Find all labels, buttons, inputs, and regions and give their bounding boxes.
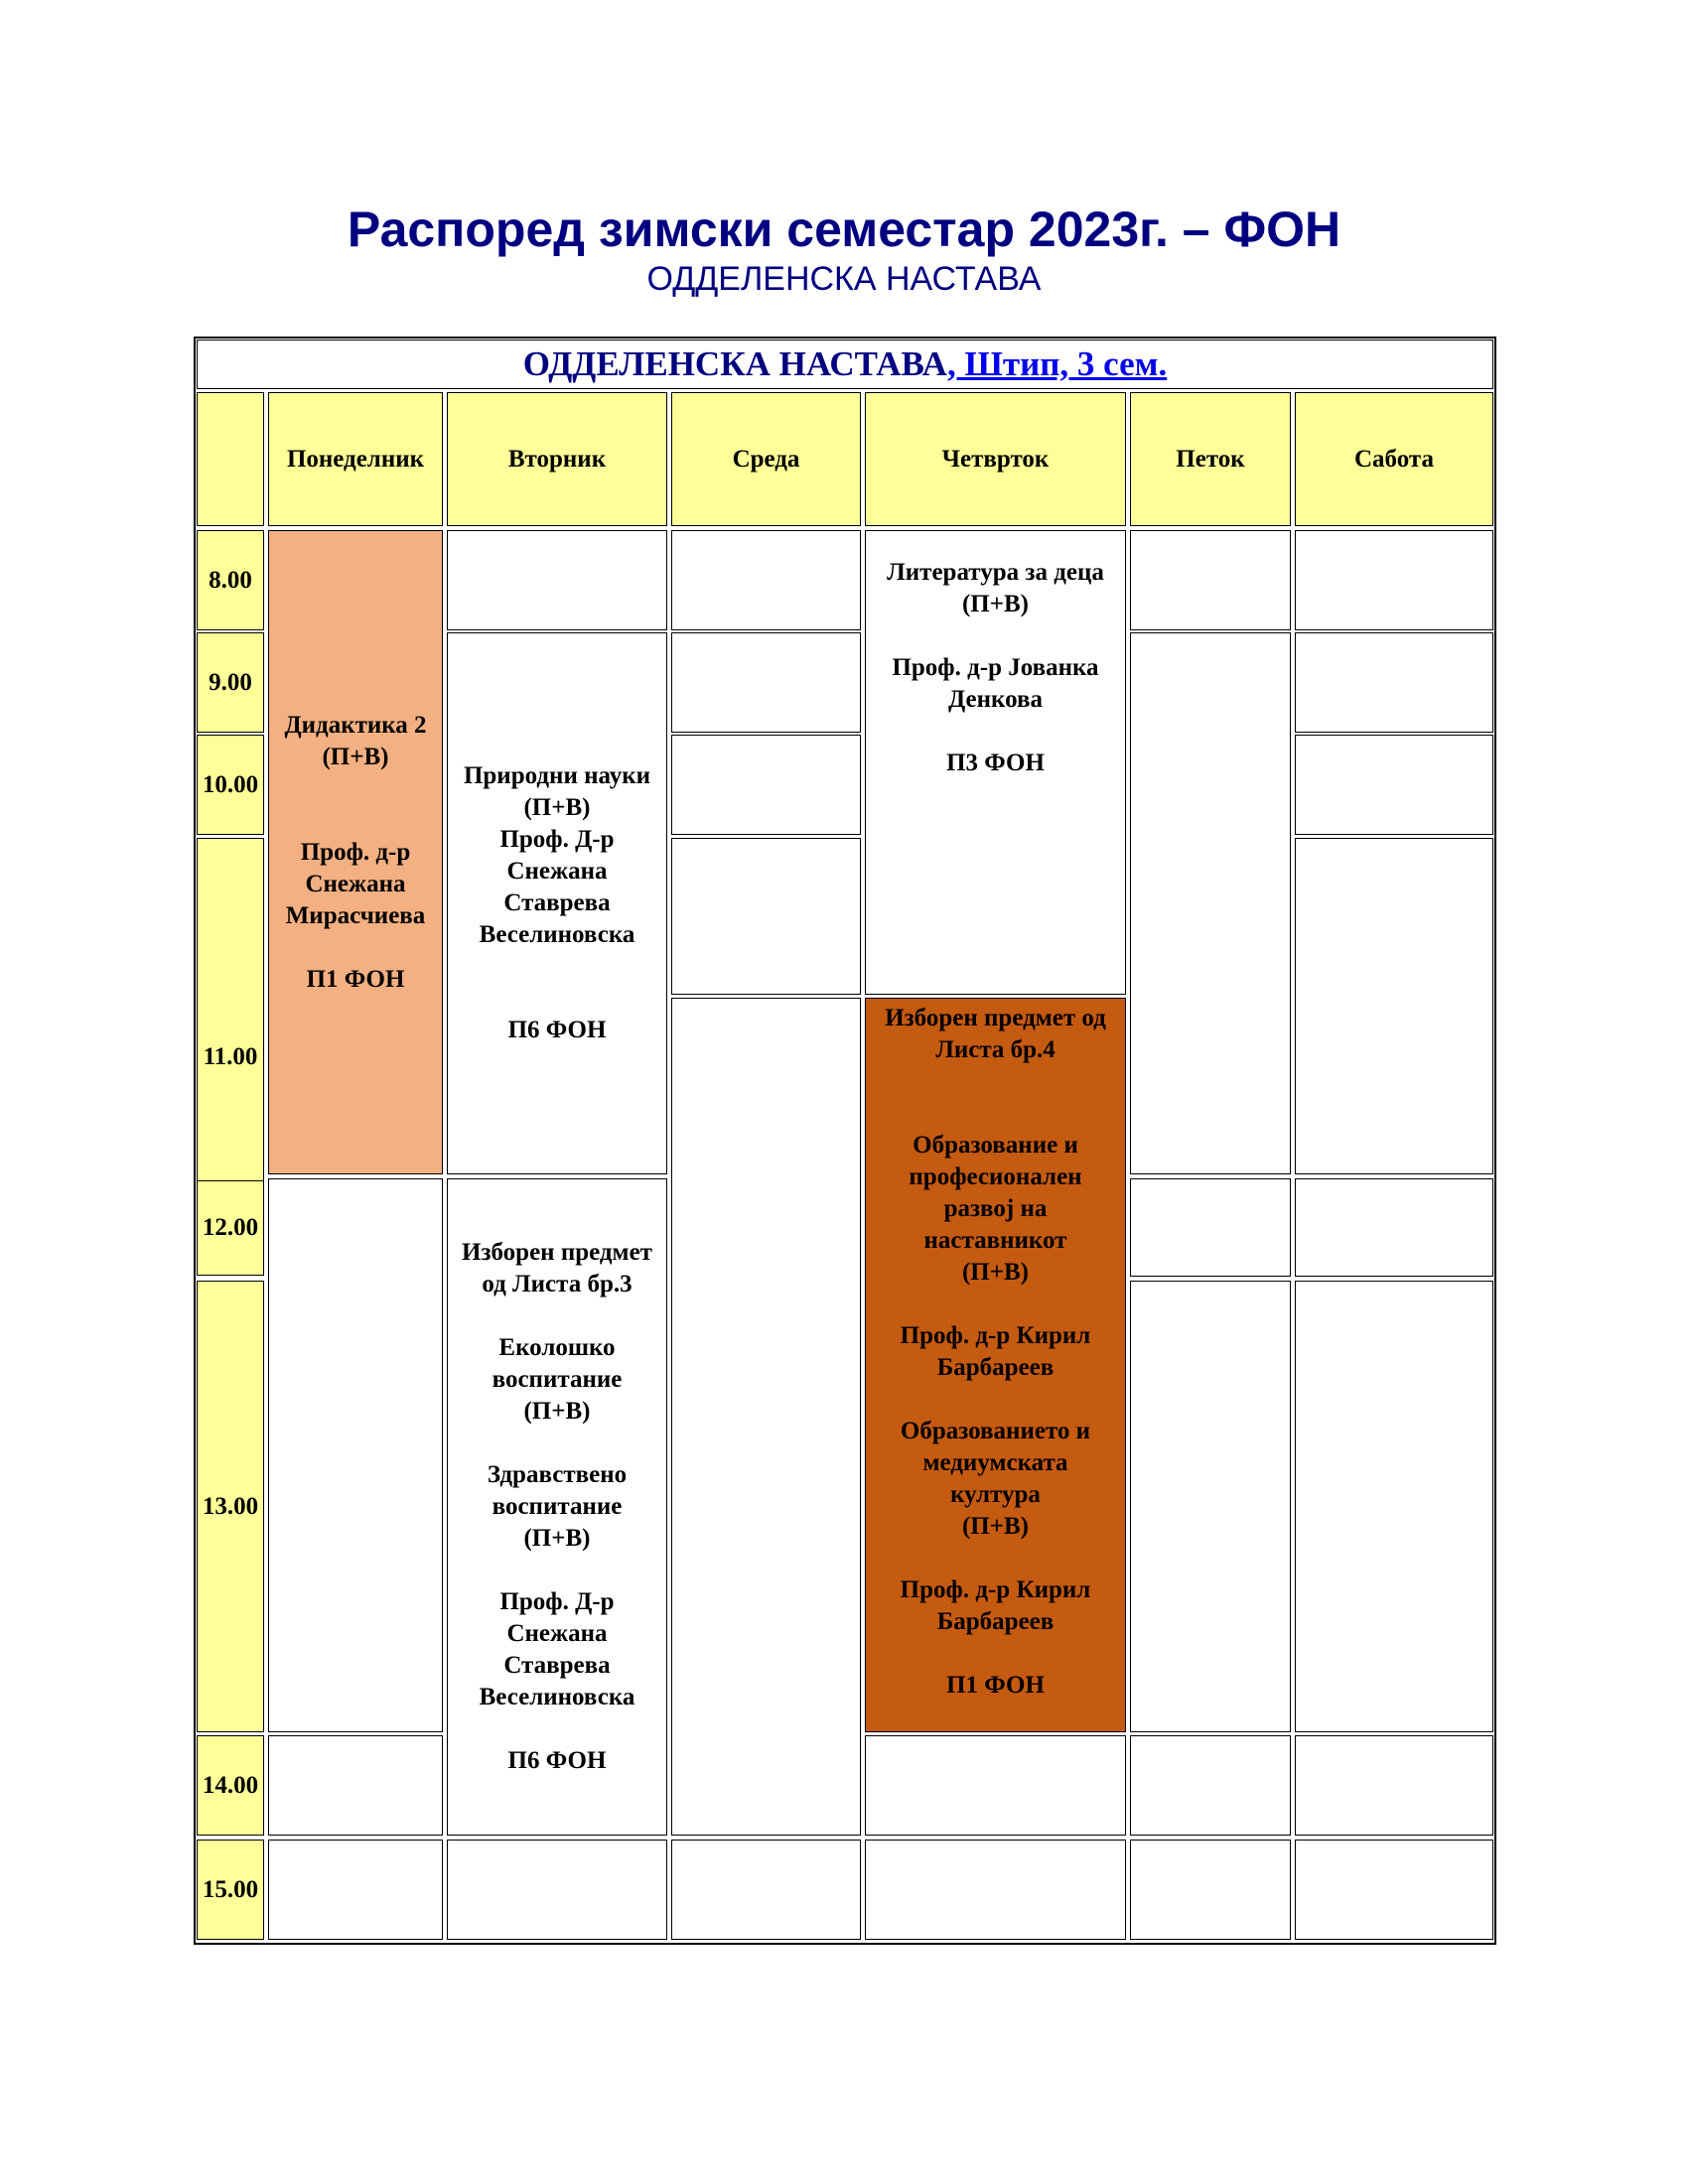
course-block-monday-didactics [268,530,443,1174]
empty-slot [865,1735,1126,1836]
empty-slot [671,632,861,733]
time-slot [197,1840,264,1940]
empty-slot [1130,1735,1291,1836]
course-block-thursday-elective [865,998,1126,1732]
time-slot [197,1735,264,1836]
empty-slot [671,998,861,1836]
time-slot [197,632,264,733]
day-header-friday: Петок [1130,392,1291,526]
empty-slot [671,1840,861,1940]
table-banner [197,340,1493,389]
time-label: 13.00 [202,1492,259,1520]
empty-slot [1130,1281,1291,1732]
day-header-saturday: Сабота [1295,392,1493,526]
empty-slot [1295,1735,1493,1836]
course-text: Изборен предмет од Листа бр.4 Образование и професионален развој на наставникот (П+В) Проф. д-р Кирил Барбареев Образованието и медиумската култура (П+В) Проф. д-р Кирил Барбареев П1 ФОН [885,1005,1106,1699]
time-label: 8.00 [209,566,252,594]
time-slot [197,1180,264,1276]
empty-slot [1295,735,1493,835]
empty-slot [1295,530,1493,630]
time-slot [197,735,264,835]
header-corner [197,392,264,526]
course-text: Природни науки (П+В) Проф. Д-р Снежана Ставрева Веселиновска П6 ФОН [463,762,651,1043]
empty-slot [1130,530,1291,630]
time-label: 12.00 [202,1214,259,1241]
course-text: Изборен предмет од Листа бр.3 Еколошко воспитание (П+В) Здравствено воспитание (П+В) Проф. Д-р Снежана Ставрева Веселиновска П6 ФОН [462,1239,652,1774]
time-slot [197,1281,264,1732]
time-slot [197,530,264,630]
day-header-thursday: Четврток [865,392,1126,526]
empty-slot [1130,632,1291,1174]
empty-slot [447,530,667,630]
day-header-monday: Понеделник [268,392,443,526]
empty-slot [1295,1281,1493,1732]
empty-slot [1295,1178,1493,1277]
empty-slot [671,530,861,630]
empty-slot [671,838,861,995]
course-block-thursday-literature [865,530,1126,995]
empty-slot [1295,1840,1493,1940]
page-subtitle: ОДДЕЛЕНСКА НАСТАВА [646,260,1042,298]
day-header-wednesday: Среда [671,392,861,526]
empty-slot [268,1840,443,1940]
time-label: 15.00 [202,1875,259,1903]
empty-slot [1130,1178,1291,1277]
course-block-tuesday-science [447,632,667,1174]
empty-slot [268,1735,443,1836]
page-title: Распоред зимски семестар 2023г. – ФОН [347,202,1341,257]
course-text: Литература за деца (П+В) Проф. д-р Јованка Денкова П3 ФОН [887,559,1104,776]
empty-slot [1295,632,1493,733]
time-label: 11.00 [203,1042,258,1070]
empty-slot [865,1840,1126,1940]
time-label: 10.00 [202,770,259,798]
course-block-tuesday-elective [447,1178,667,1836]
empty-slot [268,1178,443,1732]
empty-slot [671,735,861,835]
banner-title: ОДДЕЛЕНСКА НАСТАВА [522,344,947,383]
time-label: 9.00 [209,668,252,696]
banner-location-link[interactable]: , Штип, 3 сем. [946,344,1168,383]
empty-slot [447,1840,667,1940]
time-label: 14.00 [202,1771,259,1799]
empty-slot [1130,1840,1291,1940]
course-text: Дидактика 2 (П+В) Проф. д-р Снежана Мирасчиева П1 ФОН [284,711,427,993]
day-header-tuesday: Вторник [447,392,667,526]
empty-slot [1295,838,1493,1174]
